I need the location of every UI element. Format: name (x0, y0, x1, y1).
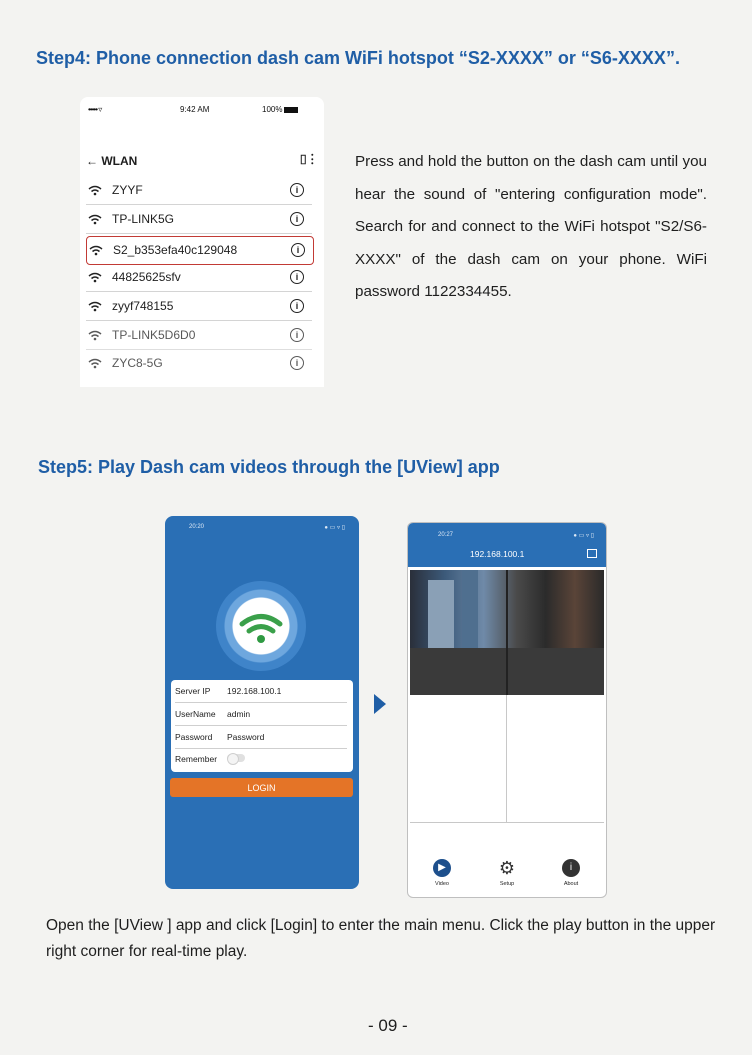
wifi-network-row[interactable] (86, 293, 312, 321)
live-video-preview[interactable] (410, 570, 604, 695)
nav-setup[interactable] (487, 859, 527, 887)
info-icon[interactable]: i (290, 328, 304, 342)
wifi-network-name: TP-LINK5D6D0 (112, 328, 196, 342)
info-icon: i (562, 859, 580, 877)
password-field[interactable]: Password (227, 732, 265, 742)
wifi-network-name: zyyf748155 (112, 299, 174, 313)
app-header (408, 523, 606, 567)
nav-video-label: Video (435, 881, 449, 887)
info-icon[interactable]: i (290, 183, 304, 197)
server-ip-field[interactable]: 192.168.100.1 (227, 686, 282, 696)
info-icon[interactable]: i (290, 212, 304, 226)
wifi-network-row[interactable] (86, 177, 312, 205)
wifi-network-name: ZYC8-5G (112, 356, 163, 370)
page-number: - 09 - (368, 1016, 408, 1035)
password-label: Password (175, 732, 213, 742)
login-form (171, 680, 353, 772)
server-ip-row[interactable] (175, 680, 347, 703)
info-icon[interactable]: i (290, 356, 304, 370)
grid-divider (506, 695, 507, 822)
wifi-network-row-selected[interactable] (86, 236, 314, 265)
next-arrow-icon (374, 694, 386, 714)
info-icon[interactable]: i (291, 243, 305, 257)
wifi-network-name: TP-LINK5G (112, 212, 175, 226)
main-menu-screenshot (407, 522, 607, 898)
wifi-network-name: 44825625sfv (112, 270, 181, 284)
wifi-icon (88, 213, 102, 225)
info-icon[interactable]: i (290, 270, 304, 284)
step5-description: Open the [UView ] app and click [Login] to enter the main menu. Click the play button in the upper right corner for real-time play. (46, 917, 716, 960)
username-label: UserName (175, 709, 216, 719)
nav-about[interactable] (551, 859, 591, 887)
status-time: 9:42 AM (180, 105, 210, 114)
battery-icon (284, 107, 298, 113)
wifi-network-row[interactable] (86, 350, 312, 377)
nav-video[interactable] (422, 859, 462, 887)
wifi-network-name: ZYYF (112, 183, 143, 197)
step4-heading: Step4: Phone connection dash cam WiFi hotspot “S2-XXXX” or “S6-XXXX”. (36, 48, 680, 68)
wifi-icon (88, 300, 102, 312)
play-screen-icon[interactable] (587, 549, 597, 558)
wifi-icon (88, 329, 102, 341)
server-ip-label: Server IP (175, 686, 211, 696)
wifi-icon (89, 244, 103, 256)
password-row[interactable] (175, 726, 347, 749)
status-icons: ● ▭ ▿ ▯ (324, 525, 345, 531)
wifi-network-row[interactable] (86, 206, 312, 234)
username-row[interactable] (175, 703, 347, 726)
phone-wifi-screenshot (80, 97, 324, 387)
wifi-icon (88, 184, 102, 196)
grid-divider (410, 822, 604, 823)
wlan-title[interactable]: ← WLAN (86, 154, 138, 168)
server-ip-title: 192.168.100.1 (470, 549, 525, 559)
nav-about-label: About (563, 881, 579, 887)
signal-indicator: ••••• ▿ (88, 105, 102, 114)
gear-icon: ⚙ (498, 858, 516, 878)
remember-label: Remember (175, 754, 218, 764)
play-icon: ▶ (433, 859, 451, 877)
wifi-network-name: S2_b353efa40c129048 (113, 243, 238, 257)
wifi-network-row[interactable] (86, 264, 312, 292)
wifi-icon (88, 357, 102, 369)
battery-level: 100% (262, 105, 298, 114)
login-screen-screenshot (165, 516, 359, 889)
wlan-header (86, 152, 314, 170)
status-time: 20:20 (189, 524, 205, 530)
status-icons: ● ▭ ▿ ▯ (573, 533, 594, 539)
scan-and-menu-icon[interactable]: ⌷ ⋮ (299, 152, 314, 167)
step5-heading: Step5: Play Dash cam videos through the [UView] app (38, 457, 500, 477)
status-time: 20:27 (438, 532, 454, 538)
remember-row[interactable] (175, 748, 347, 770)
wifi-logo-icon (216, 581, 306, 671)
step4-instructions: Press and hold the button on the dash cam until you hear the sound of "entering configuration mode". Search for and connect to the WiFi hotspot "S2/S6-XXXX" of the dash cam on your phone. WiFi password 1122334455. (355, 153, 707, 300)
username-field[interactable]: admin (227, 709, 251, 719)
wifi-network-row[interactable] (86, 322, 312, 350)
nav-setup-label: Setup (499, 881, 515, 887)
remember-toggle[interactable] (227, 754, 245, 762)
login-button[interactable]: LOGIN (170, 778, 353, 797)
wifi-icon (88, 271, 102, 283)
info-icon[interactable]: i (290, 299, 304, 313)
